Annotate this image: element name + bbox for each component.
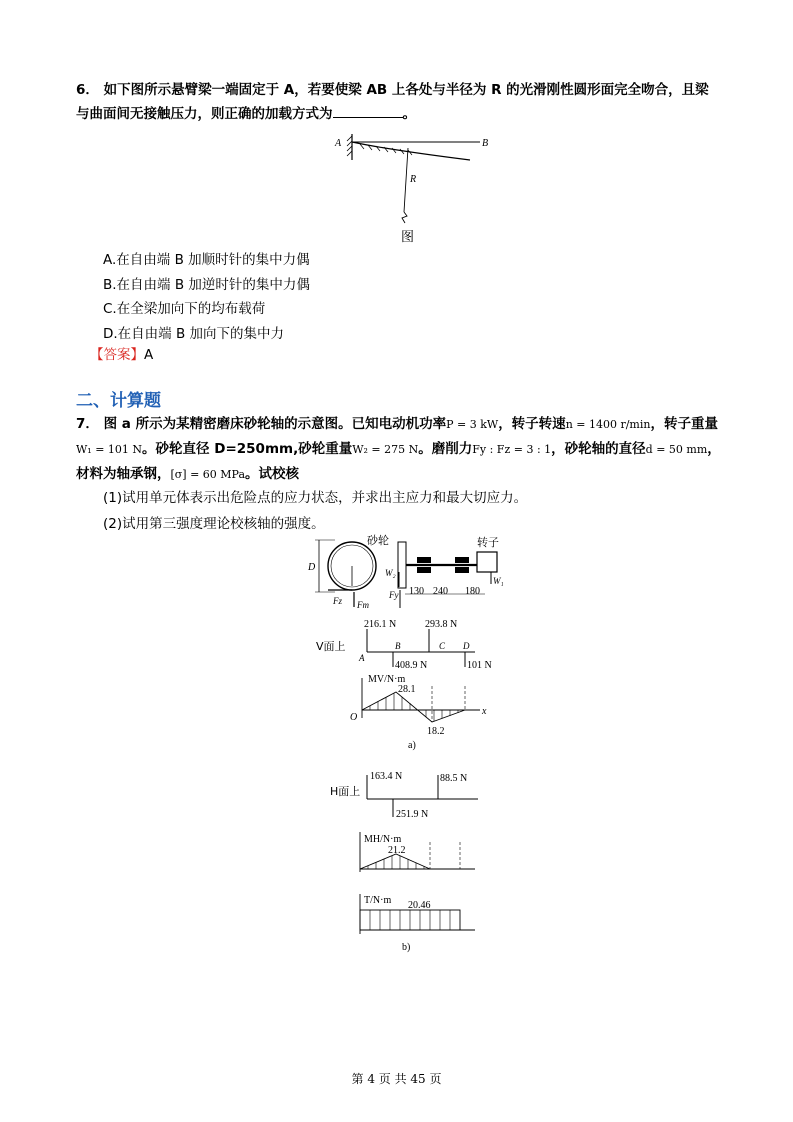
label-w2: W₂ — [385, 568, 396, 578]
point-d: D — [463, 641, 470, 651]
q6-options — [103, 248, 310, 346]
label-b: B — [482, 138, 489, 149]
label-fy: Fy — [389, 590, 399, 600]
answer-value: A — [144, 347, 154, 363]
q7-sub-1: (1)试用单元体表示出危险点的应力状态，并求出主应力和最大切应力。 — [103, 490, 528, 506]
q7-text-7: ，材料为轴承钢， — [76, 441, 721, 482]
mv-peak: 28.1 — [398, 684, 416, 695]
h-plane-label: H面上 — [330, 785, 361, 798]
v-force-408: 408.9 N — [395, 660, 428, 671]
figure-b-t-diagram — [350, 892, 490, 954]
option-d[interactable]: D.在自由端 B 加向下的集中力 — [103, 325, 285, 342]
v-plane-label: V面上 — [316, 640, 346, 653]
page-footer: 第 4 页 共 45 页 — [351, 1072, 442, 1086]
dim-240: 240 — [433, 586, 448, 597]
v-force-101: 101 N — [467, 660, 492, 671]
question-6-stem — [76, 78, 721, 126]
mh-label: MH/N·m — [364, 834, 402, 845]
label-w1: W₁ — [493, 576, 504, 586]
dim-d: D — [308, 562, 316, 573]
option-a[interactable]: A.在自由端 B 加顺时针的集中力偶 — [103, 252, 310, 268]
q7-power: P = 3 kW — [446, 418, 499, 431]
figure-a-v-plane — [315, 615, 515, 675]
v-force-216: 216.1 N — [364, 619, 397, 630]
rotor-label: 转子 — [477, 536, 499, 549]
mh-peak: 21.2 — [388, 845, 406, 856]
option-c[interactable]: C.在全梁加向下的均布载荷 — [103, 301, 266, 317]
q7-speed: n = 1400 r/min — [565, 418, 651, 431]
point-a: A — [359, 653, 365, 663]
figure-b-h-plane — [330, 765, 500, 825]
t-label: T/N·m — [364, 895, 392, 906]
q7-text-4: 。砂轮直径 D=250mm,砂轮重量 — [142, 441, 353, 457]
label-r: R — [410, 174, 417, 185]
figure-label: 图 — [401, 230, 415, 245]
label-fm: Fm — [357, 600, 369, 610]
q6-end: 。 — [402, 106, 416, 122]
q6-answer — [90, 343, 153, 363]
q7-text-3: ，转子重量 — [650, 416, 718, 432]
label-a: A — [335, 138, 342, 149]
question-7-stem — [76, 412, 721, 487]
t-value: 20.46 — [408, 900, 431, 911]
wheel-label: 砂轮 — [367, 534, 389, 547]
h-force-88: 88.5 N — [440, 773, 468, 784]
q7-sub-2: (2)试用第三强度理论校核轴的强度。 — [103, 516, 325, 532]
answer-blank — [333, 103, 403, 118]
option-b[interactable]: B.在自由端 B 加逆时针的集中力偶 — [103, 276, 310, 293]
h-force-163: 163.4 N — [370, 771, 403, 782]
v-force-293: 293.8 N — [425, 619, 458, 630]
mv-label: MV/N·m — [368, 674, 406, 685]
q7-text-8: 。试校核 — [245, 466, 300, 482]
q7-text-1: 7． 图 a 所示为某精密磨床砂轮轴的示意图。已知电动机功率 — [76, 416, 447, 432]
section-title: 二、计算题 — [76, 391, 161, 411]
q7-text-5: 。磨削力 — [418, 441, 473, 457]
q7-text-6: ，砂轮轴的直径 — [551, 441, 646, 457]
q6-text: 6． 如下图所示悬臂梁一端固定于 A，若要使梁 AB 上各处与半径为 R 的光滑刚性圆形面完全吻合，且梁与曲面间无接触压力，则正确的加载方式为 — [76, 82, 709, 122]
q7-w2: W₂ = 275 N — [352, 443, 419, 456]
mv-low: 18.2 — [427, 726, 445, 737]
label-fz: Fz — [333, 596, 342, 606]
q6-figure — [330, 130, 500, 245]
figure-a-mv-diagram — [340, 672, 500, 752]
q7-w1: W₁ = 101 N — [76, 443, 143, 456]
point-b: B — [395, 641, 401, 651]
origin-label: O — [350, 712, 358, 723]
dim-180: 180 — [465, 586, 480, 597]
dim-130: 130 — [409, 586, 424, 597]
x-axis-label: x — [482, 706, 487, 717]
answer-tag: 【答案】 — [90, 347, 144, 363]
caption-a: a) — [408, 740, 416, 751]
h-force-251: 251.9 N — [396, 809, 429, 820]
q7-text-2: ，转子转速 — [498, 416, 566, 432]
q7-diameter: d = 50 mm — [645, 443, 708, 456]
q7-sigma: [σ] = 60 MPa — [170, 468, 246, 481]
figure-b-mh-diagram — [350, 828, 490, 876]
figure-a-shaft — [305, 532, 515, 614]
caption-b: b) — [402, 942, 411, 953]
point-c: C — [439, 641, 446, 651]
q7-ratio: Fy : Fz = 3 : 1 — [472, 443, 552, 456]
